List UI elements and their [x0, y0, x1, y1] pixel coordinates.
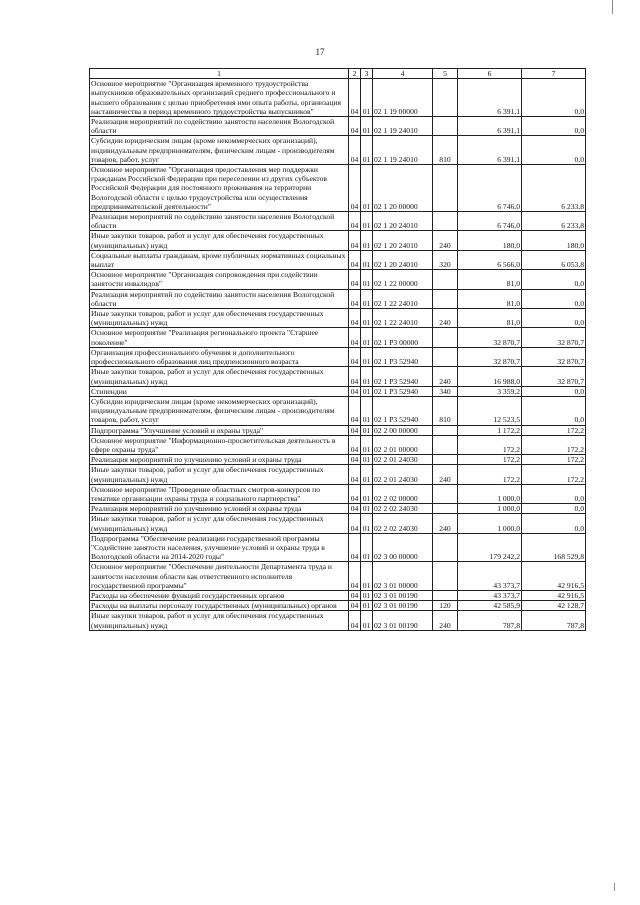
amount-col-6: 787,8 — [458, 611, 522, 630]
section-code: 04 — [349, 484, 361, 503]
table-row — [90, 611, 586, 630]
amount-col-6: 1 172,2 — [458, 425, 522, 435]
row-name: Реализация мероприятий по улучшению условий и охраны труда — [90, 504, 349, 514]
row-name: Иные закупки товаров, работ и услуг для обеспечения государственных (муниципальных) нужд — [90, 231, 349, 250]
amount-col-7: 0,0 — [522, 396, 586, 425]
amount-col-7: 6 233,8 — [522, 165, 586, 212]
section-code: 04 — [349, 309, 361, 328]
subsection-code: 01 — [361, 309, 373, 328]
table-row — [90, 270, 586, 289]
section-code: 04 — [349, 611, 361, 630]
table-row — [90, 484, 586, 503]
expense-type-code — [433, 289, 458, 308]
expense-type-code: 810 — [433, 136, 458, 165]
target-article-code: 02 3 01 00190 — [373, 590, 433, 600]
table-row — [90, 212, 586, 231]
table-row — [90, 465, 586, 484]
scan-mark — [612, 0, 613, 14]
amount-col-7: 0,0 — [522, 309, 586, 328]
table-body — [90, 69, 586, 631]
section-code: 04 — [349, 79, 361, 117]
row-name: Организация профессионального обучения и дополнительного профессионального образования лиц предпенсионного возраста — [90, 347, 349, 366]
expense-type-code: 120 — [433, 601, 458, 611]
subsection-code: 01 — [361, 367, 373, 386]
amount-col-6: 1 000,0 — [458, 514, 522, 533]
amount-col-7: 0,0 — [522, 386, 586, 396]
section-code: 04 — [349, 533, 361, 562]
amount-col-7: 0,0 — [522, 484, 586, 503]
amount-col-7: 172,2 — [522, 435, 586, 454]
table-header-row — [90, 69, 586, 79]
target-article-code: 02 2 01 24030 — [373, 465, 433, 484]
amount-col-6: 3 359,2 — [458, 386, 522, 396]
target-article-code: 02 3 01 00190 — [373, 601, 433, 611]
expense-type-code — [433, 435, 458, 454]
table-row — [90, 455, 586, 465]
subsection-code: 01 — [361, 601, 373, 611]
target-article-code: 02 1 19 00000 — [373, 79, 433, 117]
column-header: 6 — [458, 69, 522, 79]
table-row — [90, 289, 586, 308]
subsection-code: 01 — [361, 289, 373, 308]
expense-type-code — [433, 455, 458, 465]
table-row — [90, 250, 586, 269]
subsection-code: 01 — [361, 425, 373, 435]
expense-type-code — [433, 562, 458, 591]
amount-col-6: 81,0 — [458, 309, 522, 328]
target-article-code: 02 1 P3 52940 — [373, 347, 433, 366]
subsection-code: 01 — [361, 347, 373, 366]
column-header: 4 — [373, 69, 433, 79]
column-header: 1 — [90, 69, 349, 79]
expense-type-code — [433, 79, 458, 117]
expense-type-code: 320 — [433, 250, 458, 269]
expense-type-code: 240 — [433, 309, 458, 328]
amount-col-6: 6 746,0 — [458, 212, 522, 231]
amount-col-7: 6 233,8 — [522, 212, 586, 231]
subsection-code: 01 — [361, 484, 373, 503]
amount-col-7: 32 870,7 — [522, 328, 586, 347]
target-article-code: 02 1 P3 52940 — [373, 396, 433, 425]
section-code: 04 — [349, 455, 361, 465]
subsection-code: 01 — [361, 270, 373, 289]
subsection-code: 01 — [361, 386, 373, 396]
expense-type-code — [433, 212, 458, 231]
column-header: 2 — [349, 69, 361, 79]
row-name: Иные закупки товаров, работ и услуг для обеспечения государственных (муниципальных) нужд — [90, 611, 349, 630]
amount-col-6: 6 391,1 — [458, 136, 522, 165]
amount-col-6: 32 870,7 — [458, 328, 522, 347]
table-row — [90, 117, 586, 136]
subsection-code: 01 — [361, 328, 373, 347]
section-code: 04 — [349, 136, 361, 165]
table-row — [90, 533, 586, 562]
section-code: 04 — [349, 425, 361, 435]
expense-type-code — [433, 425, 458, 435]
section-code: 04 — [349, 435, 361, 454]
amount-col-7: 0,0 — [522, 117, 586, 136]
amount-col-6: 6 746,0 — [458, 165, 522, 212]
amount-col-7: 0,0 — [522, 136, 586, 165]
subsection-code: 01 — [361, 396, 373, 425]
expense-type-code: 340 — [433, 386, 458, 396]
amount-col-6: 6 566,0 — [458, 250, 522, 269]
table-row — [90, 367, 586, 386]
expense-type-code — [433, 504, 458, 514]
subsection-code: 01 — [361, 212, 373, 231]
table-row — [90, 347, 586, 366]
target-article-code: 02 1 20 24010 — [373, 231, 433, 250]
expense-type-code — [433, 328, 458, 347]
subsection-code: 01 — [361, 562, 373, 591]
amount-col-6: 12 523,5 — [458, 396, 522, 425]
subsection-code: 01 — [361, 504, 373, 514]
section-code: 04 — [349, 165, 361, 212]
row-name: Стипендии — [90, 386, 349, 396]
subsection-code: 01 — [361, 590, 373, 600]
section-code: 04 — [349, 117, 361, 136]
amount-col-6: 81,0 — [458, 289, 522, 308]
row-name: Основное мероприятие "Информационно-просветительская деятельность в сфере охраны труда" — [90, 435, 349, 454]
expense-type-code — [433, 484, 458, 503]
target-article-code: 02 3 01 00190 — [373, 611, 433, 630]
row-name: Расходы на выплаты персоналу государственных (муниципальных) органов — [90, 601, 349, 611]
table-row — [90, 435, 586, 454]
target-article-code: 02 1 20 24010 — [373, 250, 433, 269]
amount-col-6: 1 000,0 — [458, 484, 522, 503]
column-header: 7 — [522, 69, 586, 79]
amount-col-6: 16 988,0 — [458, 367, 522, 386]
amount-col-6: 172,2 — [458, 465, 522, 484]
amount-col-6: 81,0 — [458, 270, 522, 289]
target-article-code: 02 1 20 24010 — [373, 212, 433, 231]
target-article-code: 02 1 22 24010 — [373, 289, 433, 308]
section-code: 04 — [349, 328, 361, 347]
table-row — [90, 136, 586, 165]
table-row — [90, 386, 586, 396]
row-name: Иные закупки товаров, работ и услуг для обеспечения государственных (муниципальных) нужд — [90, 367, 349, 386]
target-article-code: 02 1 P3 52940 — [373, 367, 433, 386]
target-article-code: 02 1 P3 52940 — [373, 386, 433, 396]
amount-col-7: 32 870,7 — [522, 367, 586, 386]
expense-type-code — [433, 590, 458, 600]
row-name: Подпрограмма "Обеспечение реализации государственной программы "Содействие занятости населения, улучшение условий и охраны труда в Вологодской области на 2014-2020 годы" — [90, 533, 349, 562]
table-row — [90, 328, 586, 347]
row-name: Основное мероприятие "Проведение областных смотров-конкурсов по тематике организации охраны труда и социального партнерства" — [90, 484, 349, 503]
target-article-code: 02 2 00 00000 — [373, 425, 433, 435]
expense-type-code: 810 — [433, 396, 458, 425]
expense-type-code — [433, 117, 458, 136]
target-article-code: 02 3 01 00000 — [373, 562, 433, 591]
column-header: 3 — [361, 69, 373, 79]
amount-col-7: 172,2 — [522, 455, 586, 465]
row-name: Реализация мероприятий по улучшению условий и охраны труда — [90, 455, 349, 465]
amount-col-7: 0,0 — [522, 514, 586, 533]
row-name: Основное мероприятие "Реализация регионального проекта "Старшее поколение" — [90, 328, 349, 347]
target-article-code: 02 3 00 00000 — [373, 533, 433, 562]
subsection-code: 01 — [361, 165, 373, 212]
row-name: Реализация мероприятий по содействию занятости населения Вологодской области — [90, 212, 349, 231]
amount-col-6: 42 585,9 — [458, 601, 522, 611]
row-name: Основное мероприятие "Организация временного трудоустройства выпускников образовательных организаций среднего профессионального и высшего образования с целью приобретения ими опыта работы, организация наставничества в период временного трудоустройства выпускников" — [90, 79, 349, 117]
amount-col-7: 6 053,8 — [522, 250, 586, 269]
amount-col-6: 172,2 — [458, 455, 522, 465]
column-header: 5 — [433, 69, 458, 79]
amount-col-6: 6 391,1 — [458, 117, 522, 136]
table-row — [90, 514, 586, 533]
section-code: 04 — [349, 396, 361, 425]
scan-mark — [614, 883, 615, 891]
amount-col-7: 0,0 — [522, 504, 586, 514]
subsection-code: 01 — [361, 465, 373, 484]
table-row — [90, 231, 586, 250]
amount-col-6: 43 373,7 — [458, 590, 522, 600]
table-row — [90, 504, 586, 514]
expense-type-code: 240 — [433, 231, 458, 250]
subsection-code: 01 — [361, 231, 373, 250]
subsection-code: 01 — [361, 435, 373, 454]
row-name: Основное мероприятие "Организация предоставления мер поддержки гражданам Российской Федерации при переселении из других субъектов Российской Федерации для постоянного проживания на территории Вологодской области с целью трудоустройства или осуществления предпринимательской деятельности" — [90, 165, 349, 212]
row-name: Социальные выплаты гражданам, кроме публичных нормативных социальных выплат — [90, 250, 349, 269]
target-article-code: 02 2 01 24030 — [373, 455, 433, 465]
page-number: 17 — [315, 47, 325, 57]
target-article-code: 02 2 02 00000 — [373, 484, 433, 503]
expense-type-code — [433, 347, 458, 366]
expense-type-code — [433, 533, 458, 562]
table-row — [90, 601, 586, 611]
section-code: 04 — [349, 386, 361, 396]
target-article-code: 02 1 P3 00000 — [373, 328, 433, 347]
section-code: 04 — [349, 562, 361, 591]
row-name: Субсидии юридическим лицам (кроме некоммерческих организаций), индивидуальным предпринимателям, физическим лицам - производителям товаров, работ, услуг — [90, 136, 349, 165]
amount-col-7: 42 916,5 — [522, 562, 586, 591]
budget-table — [89, 68, 586, 631]
section-code: 04 — [349, 250, 361, 269]
target-article-code: 02 2 02 24030 — [373, 504, 433, 514]
table-row — [90, 562, 586, 591]
subsection-code: 01 — [361, 455, 373, 465]
table-row — [90, 79, 586, 117]
row-name: Основное мероприятие "Организация сопровождения при содействии занятости инвалидов" — [90, 270, 349, 289]
amount-col-6: 32 870,7 — [458, 347, 522, 366]
section-code: 04 — [349, 270, 361, 289]
row-name: Реализация мероприятий по содействию занятости населения Вологодской области — [90, 289, 349, 308]
table-row — [90, 590, 586, 600]
subsection-code: 01 — [361, 514, 373, 533]
amount-col-6: 43 373,7 — [458, 562, 522, 591]
target-article-code: 02 1 19 24010 — [373, 136, 433, 165]
section-code: 04 — [349, 601, 361, 611]
row-name: Основное мероприятие "Обеспечение деятельности Департамента труда и занятости населения области как ответственного исполнителя государственной программы" — [90, 562, 349, 591]
target-article-code: 02 2 02 24030 — [373, 514, 433, 533]
row-name: Иные закупки товаров, работ и услуг для обеспечения государственных (муниципальных) нужд — [90, 309, 349, 328]
subsection-code: 01 — [361, 250, 373, 269]
expense-type-code: 240 — [433, 465, 458, 484]
row-name: Реализация мероприятий по содействию занятости населения Вологодской области — [90, 117, 349, 136]
row-name: Иные закупки товаров, работ и услуг для обеспечения государственных (муниципальных) нужд — [90, 514, 349, 533]
amount-col-7: 0,0 — [522, 79, 586, 117]
amount-col-6: 179 242,2 — [458, 533, 522, 562]
amount-col-7: 0,0 — [522, 270, 586, 289]
expense-type-code — [433, 165, 458, 212]
amount-col-7: 32 870,7 — [522, 347, 586, 366]
table-row — [90, 396, 586, 425]
amount-col-7: 168 529,8 — [522, 533, 586, 562]
subsection-code: 01 — [361, 533, 373, 562]
amount-col-7: 0,0 — [522, 289, 586, 308]
target-article-code: 02 1 22 00000 — [373, 270, 433, 289]
expense-type-code: 240 — [433, 611, 458, 630]
section-code: 04 — [349, 347, 361, 366]
section-code: 04 — [349, 504, 361, 514]
expense-type-code — [433, 270, 458, 289]
table-row — [90, 165, 586, 212]
row-name: Расходы на обеспечение функций государственных органов — [90, 590, 349, 600]
section-code: 04 — [349, 514, 361, 533]
target-article-code: 02 1 22 24010 — [373, 309, 433, 328]
expense-type-code: 240 — [433, 514, 458, 533]
amount-col-6: 172,2 — [458, 435, 522, 454]
subsection-code: 01 — [361, 136, 373, 165]
row-name: Иные закупки товаров, работ и услуг для обеспечения государственных (муниципальных) нужд — [90, 465, 349, 484]
amount-col-7: 42 128,7 — [522, 601, 586, 611]
subsection-code: 01 — [361, 79, 373, 117]
row-name: Подпрограмма "Улучшение условий и охраны труда" — [90, 425, 349, 435]
section-code: 04 — [349, 367, 361, 386]
table-row — [90, 425, 586, 435]
target-article-code: 02 2 01 00000 — [373, 435, 433, 454]
amount-col-7: 42 916,5 — [522, 590, 586, 600]
amount-col-6: 6 391,1 — [458, 79, 522, 117]
section-code: 04 — [349, 212, 361, 231]
amount-col-6: 1 000,0 — [458, 504, 522, 514]
amount-col-7: 172,2 — [522, 425, 586, 435]
target-article-code: 02 1 20 00000 — [373, 165, 433, 212]
section-code: 04 — [349, 231, 361, 250]
amount-col-7: 787,8 — [522, 611, 586, 630]
subsection-code: 01 — [361, 117, 373, 136]
expense-type-code: 240 — [433, 367, 458, 386]
subsection-code: 01 — [361, 611, 373, 630]
row-name: Субсидии юридическим лицам (кроме некоммерческих организаций), индивидуальным предпринимателям, физическим лицам - производителям товаров, работ, услуг — [90, 396, 349, 425]
amount-col-7: 172,2 — [522, 465, 586, 484]
amount-col-6: 180,0 — [458, 231, 522, 250]
section-code: 04 — [349, 465, 361, 484]
amount-col-7: 180,0 — [522, 231, 586, 250]
section-code: 04 — [349, 590, 361, 600]
section-code: 04 — [349, 289, 361, 308]
table-row — [90, 309, 586, 328]
target-article-code: 02 1 19 24010 — [373, 117, 433, 136]
